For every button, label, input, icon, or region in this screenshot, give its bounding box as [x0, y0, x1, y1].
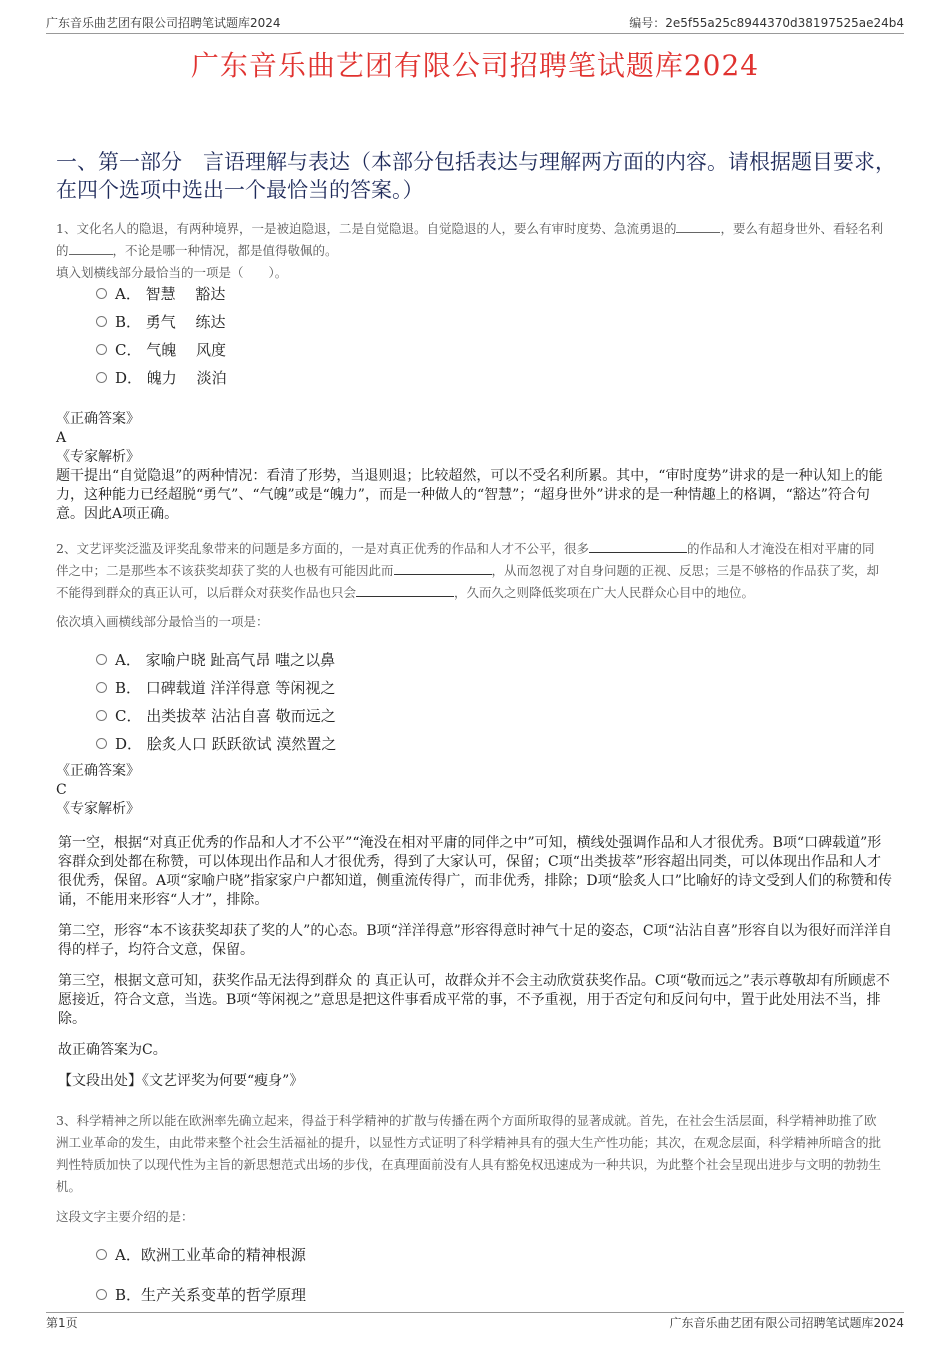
- radio-icon[interactable]: [96, 738, 107, 749]
- analysis-paragraph: 故正确答案为C。: [58, 1042, 167, 1058]
- radio-icon[interactable]: [96, 316, 107, 327]
- footer-divider: [46, 1312, 904, 1313]
- blank: [394, 560, 492, 575]
- answer-value: C: [56, 782, 67, 798]
- option-d[interactable]: D． 脍炙人口 跃跃欲试 漠然置之: [96, 729, 336, 757]
- option-b[interactable]: B． 口碑载道 洋洋得意 等闲视之: [96, 673, 336, 701]
- option-a[interactable]: A． 智慧 豁达: [96, 279, 227, 307]
- question-2-prompt: 依次填入画横线部分最恰当的一项是：: [56, 614, 269, 629]
- question-2-text: 2、文艺评奖泛滥及评奖乱象带来的问题是多方面的，一是对真正优秀的作品和人才不公平，很多 的作品和人才淹没在相对平庸的同伴之中；二是那些本不该获奖却获了奖的人也极有可能因此而 ，从而忽视了对自身问题的正视、反思；三是不够格的作品获了奖，却不能得到群众的真正认可，以后群众对获奖作品也只会 ，久而久之则降低奖项在广大人民群众心目中的地位。: [56, 538, 886, 604]
- question-3-prompt: 这段文字主要介绍的是：: [56, 1209, 194, 1224]
- analysis-paragraph: 第三空，根据文意可知，获奖作品无法得到群众 的 真正认可，故群众并不会主动欣赏获奖作品。C项“敬而远之”表示尊敬却有所顾虑不愿接近，符合文意，当选。B项“等闲视之”意思是把这件事看成平常的事，不予重视，用于否定句和反问句中，置于此处用法不当，排除。: [58, 973, 890, 1027]
- page-header: [46, 14, 904, 32]
- option-c[interactable]: C． 气魄 风度: [96, 335, 227, 363]
- section-heading: 一、第一部分 言语理解与表达（本部分包括表达与理解两方面的内容。请根据题目要求，在四个选项中选出一个最恰当的答案。）: [56, 150, 896, 202]
- page-number: 第1页: [46, 1316, 78, 1330]
- question-1-text: 1、文化名人的隐退，有两种境界，一是被迫隐退，二是自觉隐退。自觉隐退的人，要么有审时度势、急流勇退的 ，要么有超身世外、看轻名利的 ，不论是哪一种情况，都是值得敬佩的。 填入划横线部分最恰当的一项是（ ）。: [56, 218, 886, 284]
- question-2-analysis: [58, 834, 893, 1103]
- analysis-paragraph: 第二空，形容“本不该获奖却获了奖的人”的心态。B项“洋洋得意”形容得意时神气十足的姿态，C项“沾沾自喜”形容自以为很好而洋洋自得的样子，均符合文意，保留。: [58, 923, 892, 958]
- option-b[interactable]: B． 勇气 练达: [96, 307, 227, 335]
- question-2-answer: [56, 762, 896, 819]
- question-1-prompt: 填入划横线部分最恰当的一项是（ ）。: [56, 265, 288, 280]
- radio-icon[interactable]: [96, 710, 107, 721]
- header-doc-title: 广东音乐曲艺团有限公司招聘笔试题库2024: [46, 16, 281, 30]
- page-footer: [46, 1314, 904, 1332]
- analysis-label: 《专家解析》: [56, 449, 140, 465]
- analysis-text: 题干提出“自觉隐退”的两种情况：看清了形势，当退则退；比较超然，可以不受名利所累。其中，“审时度势”讲求的是一种认知上的能力，这种能力已经超脱“勇气”、“气魄”或是“魄力”，而是一种做人的“智慧”；“超身世外”讲求的是一种情趣上的格调，“豁达”符合句意。因此A项正确。: [56, 468, 883, 522]
- analysis-paragraph: 第一空，根据“对真正优秀的作品和人才不公平”“淹没在相对平庸的同伴之中”可知，横线处强调作品和人才很优秀。B项“口碑载道”形容群众到处都在称赞，可以体现出作品和人才很优秀，得到了大家认可，保留；C项“出类拔萃”形容超出同类，可以体现出作品和人才很优秀，保留。A项“家喻户晓”指家家户户都知道，侧重流传得广，而非优秀，排除；D项“脍炙人口”比喻好的诗文受到人们的称赞和传诵，不能用来形容“人才”，排除。: [58, 835, 892, 908]
- radio-icon[interactable]: [96, 1289, 107, 1300]
- answer-label: 《正确答案》: [56, 763, 140, 779]
- blank: [356, 582, 454, 597]
- blank: [676, 218, 720, 233]
- radio-icon[interactable]: [96, 682, 107, 693]
- radio-icon[interactable]: [96, 1249, 107, 1260]
- footer-doc-title: 广东音乐曲艺团有限公司招聘笔试题库2024: [669, 1316, 904, 1330]
- option-a[interactable]: A． 家喻户晓 趾高气昂 嗤之以鼻: [96, 645, 336, 673]
- option-d[interactable]: D． 魄力 淡泊: [96, 363, 227, 391]
- question-3-options: [96, 1240, 306, 1308]
- blank: [69, 240, 113, 255]
- option-c[interactable]: C． 出类拔萃 沾沾自喜 敬而远之: [96, 701, 336, 729]
- blank: [589, 538, 687, 553]
- question-1-options: [96, 279, 227, 391]
- source-citation: 【文段出处】《文艺评奖为何要“瘦身”》: [58, 1073, 304, 1089]
- radio-icon[interactable]: [96, 288, 107, 299]
- option-a[interactable]: A．欧洲工业革命的精神根源: [96, 1240, 306, 1268]
- header-doc-code: 编号：2e5f55a25c8944370d38197525ae24b4: [629, 16, 904, 30]
- radio-icon[interactable]: [96, 372, 107, 383]
- question-1-answer: [56, 410, 896, 524]
- header-divider: [46, 33, 904, 34]
- radio-icon[interactable]: [96, 654, 107, 665]
- question-2-options: [96, 645, 336, 757]
- page-title: 广东音乐曲艺团有限公司招聘笔试题库2024: [190, 49, 760, 82]
- answer-value: A: [56, 430, 67, 446]
- question-3-text: 3、科学精神之所以能在欧洲率先确立起来，得益于科学精神的扩散与传播在两个方面所取得的显著成就。首先，在社会生活层面，科学精神助推了欧洲工业革命的发生，由此带来整个社会生活福祉的提升，以显性方式证明了科学精神具有的强大生产性功能；其次，在观念层面，科学精神所暗含的批判性特质加快了以现代性为主旨的新思想范式出场的步伐，在真理面前没有人具有豁免权迅速成为一种共识，为此整个社会呈现出进步与文明的勃勃生机。: [56, 1113, 882, 1194]
- answer-label: 《正确答案》: [56, 411, 140, 427]
- analysis-label: 《专家解析》: [56, 801, 140, 817]
- radio-icon[interactable]: [96, 344, 107, 355]
- option-b[interactable]: B．生产关系变革的哲学原理: [96, 1280, 306, 1308]
